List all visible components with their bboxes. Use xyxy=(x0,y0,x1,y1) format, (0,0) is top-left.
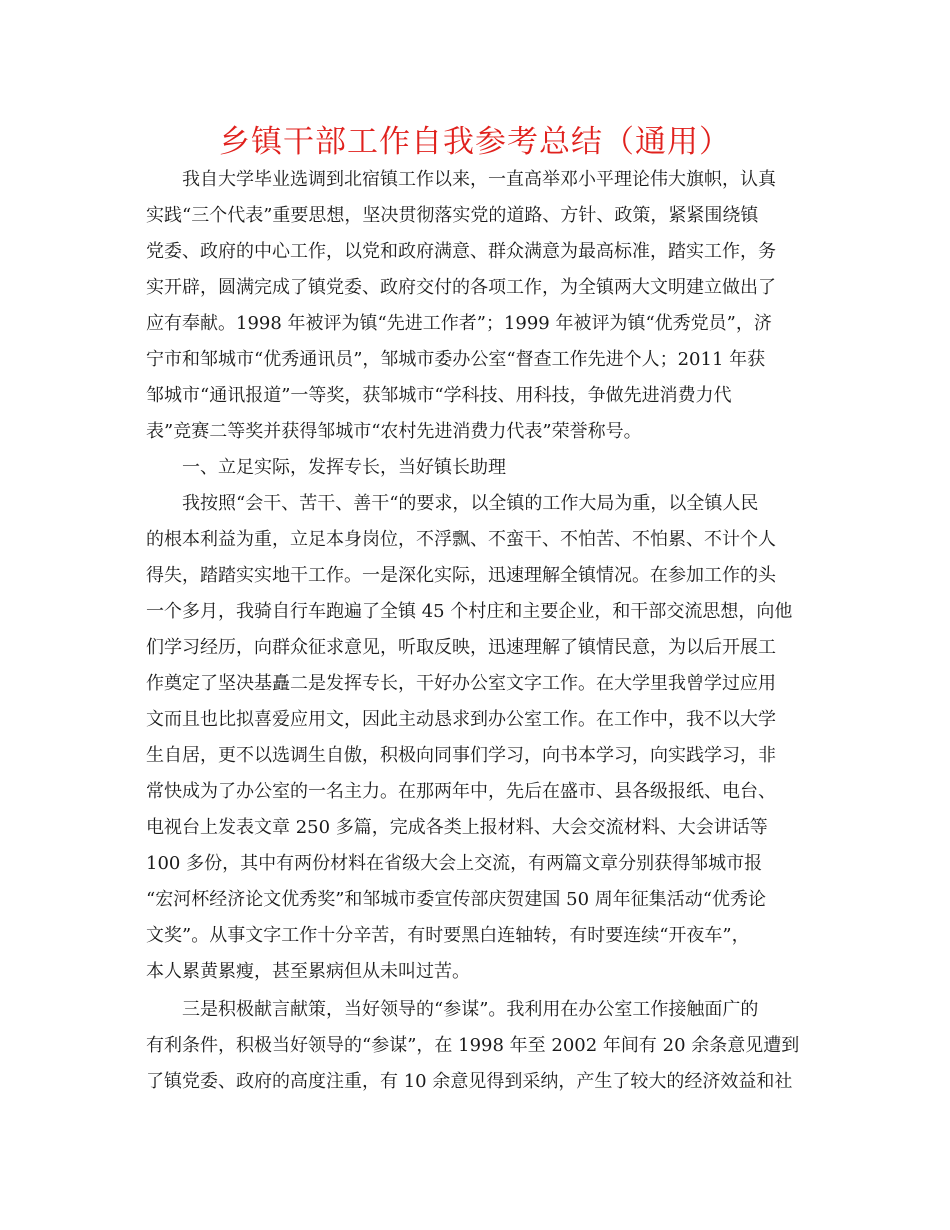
body-line: 的根本利益为重，立足本身岗位，不浮飘、不蛮干、不怕苦、不怕累、不计个人 xyxy=(146,529,776,550)
body-line: 作奠定了坚决基矗二是发挥专长，干好办公室文字工作。在大学里我曾学过应用 xyxy=(146,673,776,694)
body-line: 宁市和邹城市“优秀通讯员”，邹城市委办公室“督查工作先进个人；2011 年获 xyxy=(146,349,766,370)
body-line: 了镇党委、政府的高度注重，有 10 余意见得到采纳，产生了较大的经济效益和社 xyxy=(146,1071,793,1092)
body-line: 应有奉献。1998 年被评为镇“先进工作者”；1999 年被评为镇“优秀党员”，济 xyxy=(146,313,772,334)
document-title: 乡镇干部工作自我参考总结（通用） xyxy=(219,124,731,160)
body-line: 表”竞赛二等奖并获得邹城市“农村先进消费力代表”荣誉称号。 xyxy=(146,421,642,442)
body-line: 本人累黄累瘦，甚至累病但从未叫过苦。 xyxy=(146,961,470,982)
body-line: 电视台上发表文章 250 多篇，完成各类上报材料、大会交流材料、大会讲话等 xyxy=(146,817,768,838)
body-line: 文奖”。从事文字工作十分辛苦，有时要黑白连轴转，有时要连续“开夜车”， xyxy=(146,925,750,946)
body-line: 生自居，更不以选调生自傲，积极向同事们学习，向书本学习，向实践学习，非 xyxy=(146,745,776,766)
body-line: 我按照“会干、苦干、善干“的要求，以全镇的工作大局为重，以全镇人民 xyxy=(182,493,759,514)
body-line: 党委、政府的中心工作，以党和政府满意、群众满意为最高标准，踏实工作，务 xyxy=(146,241,776,262)
body-line: 实开辟，圆满完成了镇党委、政府交付的各项工作，为全镇两大文明建立做出了 xyxy=(146,277,776,298)
body-line: 得失，踏踏实实地干工作。一是深化实际，迅速理解全镇情况。在参加工作的头 xyxy=(146,565,776,586)
body-line: 一个多月，我骑自行车跑遍了全镇 45 个村庄和主要企业，和干部交流思想，向他 xyxy=(146,601,793,622)
body-line: “宏河杯经济论文优秀奖”和邹城市委宣传部庆贺建国 50 周年征集活动“优秀论 xyxy=(146,889,766,910)
body-line: 文而且也比拟喜爱应用文，因此主动恳求到办公室工作。在工作中，我不以大学 xyxy=(146,709,776,730)
body-line: 100 多份，其中有两份材料在省级大会上交流，有两篇文章分别获得邹城市报 xyxy=(146,853,763,874)
body-line: 常快成为了办公室的一名主力。在那两年中，先后在盛市、县各级报纸、电台、 xyxy=(146,781,776,802)
body-line: 们学习经历，向群众征求意见，听取反映，迅速理解了镇情民意，为以后开展工 xyxy=(146,637,776,658)
section-heading: 一、立足实际，发挥专长，当好镇长助理 xyxy=(182,457,506,478)
body-line: 三是积极献言献策，当好领导的“参谋”。我利用在办公室工作接触面广的 xyxy=(182,999,759,1020)
body-line: 有利条件，积极当好领导的“参谋”，在 1998 年至 2002 年间有 20 余条意见遭到 xyxy=(146,1035,800,1056)
body-line: 我自大学毕业选调到北宿镇工作以来，一直高举邓小平理论伟大旗帜，认真 xyxy=(182,169,776,190)
body-line: 实践“三个代表”重要思想，坚决贯彻落实党的道路、方针、政策，紧紧围绕镇 xyxy=(146,205,759,226)
body-line: 邹城市“通讯报道”一等奖，获邹城市“学科技、用科技，争做先进消费力代 xyxy=(146,385,732,406)
